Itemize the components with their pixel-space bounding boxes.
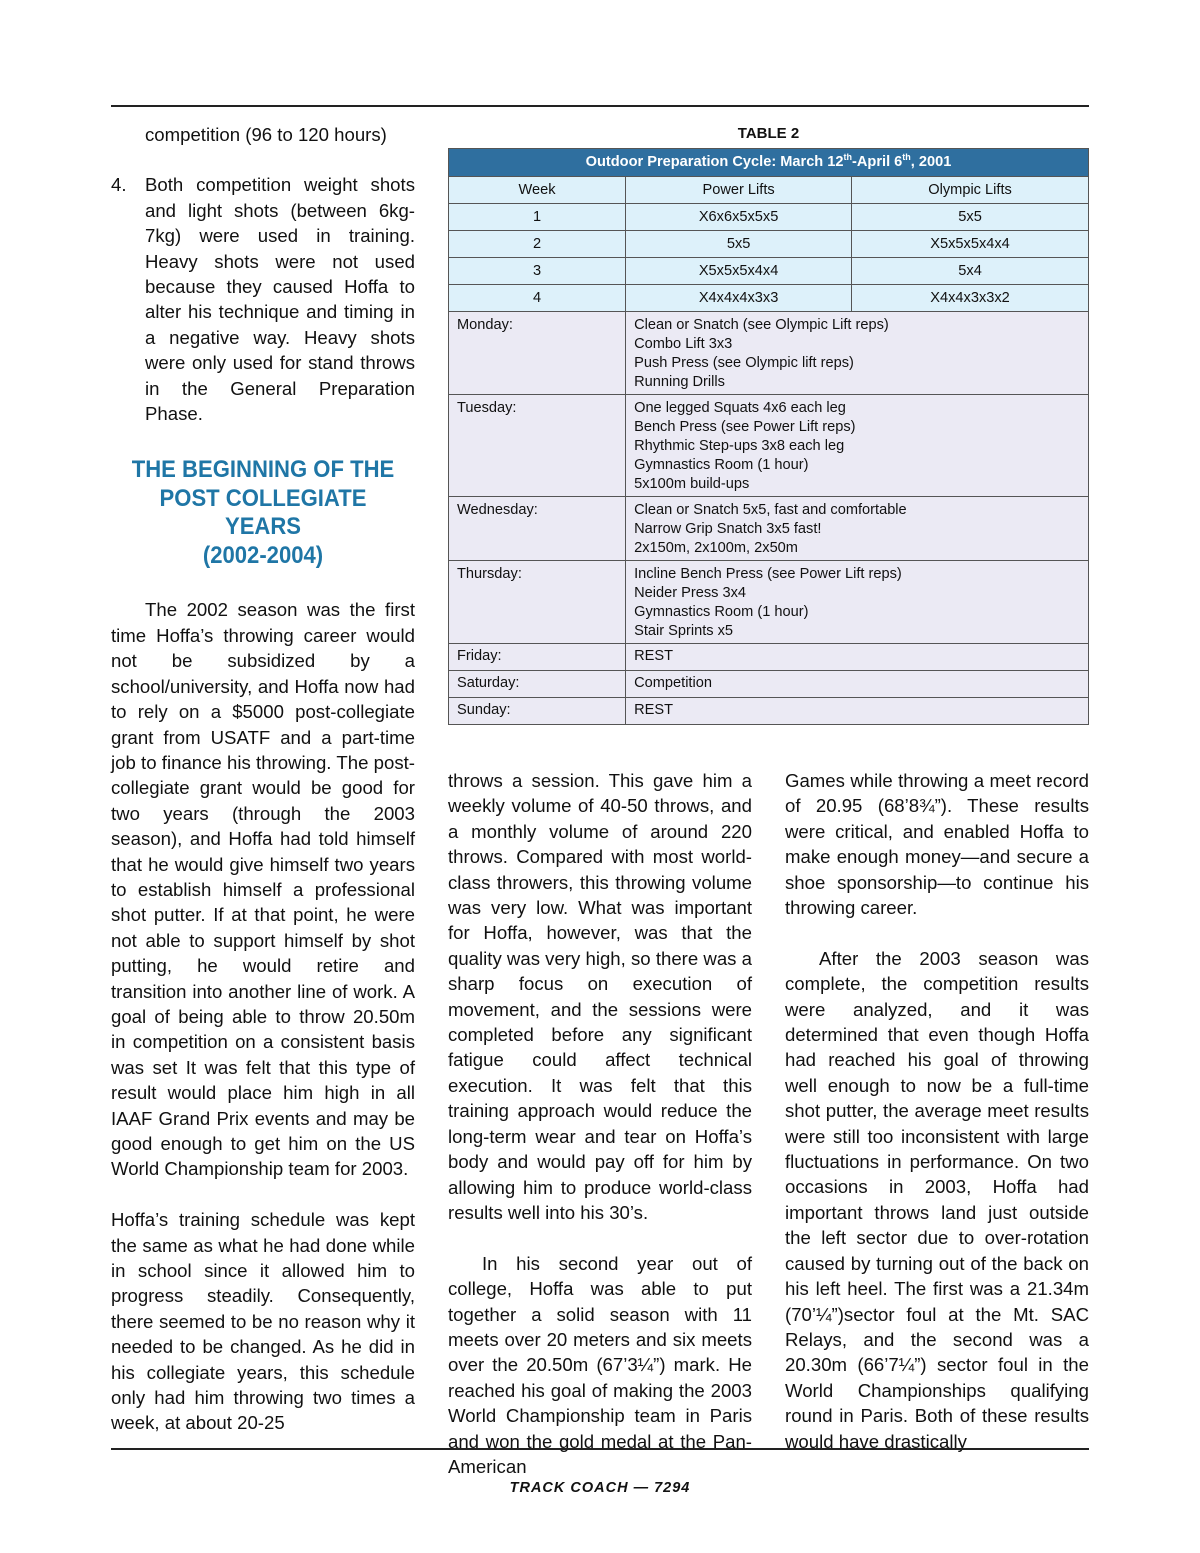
list-item-4 <box>111 172 415 426</box>
table-cell: 4 <box>449 285 626 312</box>
table-caption: TABLE 2 <box>737 125 800 142</box>
column-header: Week <box>449 177 626 204</box>
day-label: Thursday: <box>449 561 626 644</box>
day-label: Tuesday: <box>449 395 626 497</box>
table-cell: X5x5x5x4x4 <box>626 258 852 285</box>
table-header-row <box>449 177 1089 204</box>
text-column-1 <box>111 122 415 1436</box>
table-cell: 3 <box>449 258 626 285</box>
table-cell: 5x4 <box>852 258 1089 285</box>
day-row-thursday <box>449 561 1089 644</box>
paragraph: In his second year out of college, Hoffa was able to put together a solid season with 11 meets over 20 meters and six meets over the 20.50m (67’3¼”) mark. He reached his goal of making the 2003 World Championship team in Paris and won the gold medal at the Pan-American <box>448 1252 752 1477</box>
list-item-3-continuation: competition (96 to 120 hours) <box>145 124 387 145</box>
paragraph: Hoffa’s training schedule was kept the same as what he had done while in school since it allowed him to progress steadily. Consequently, there seemed to be no reason why it needed to be changed. As he did in his collegiate years, this schedule only had him throwing two times a week, at about 20-25 <box>111 1209 415 1434</box>
day-row-sunday <box>449 698 1089 725</box>
table-cell: 5x5 <box>626 231 852 258</box>
heading-line-1: THE BEGINNING OF THE <box>131 456 395 484</box>
paragraph: After the 2003 season was complete, the competition results were analyzed, and it was determined that even though Hoffa had reached his goal of throwing well enough to now be a full-time shot putter, the average meet results were still too inconsistent with large fluctuations in performance. On two occasions in 2003, Hoffa had important throws land just outside the left sector due to over-rotation caused by turning out of the back on his left heel. The first was a 21.34m (70’¼”)sector foul at the Mt. SAC Relays, and the second was a 20.30m (66’7¼”) sector foul in the World Championships qualifying round in Paris. Both of these results would have drastically <box>785 947 1089 1452</box>
day-label: Sunday: <box>449 698 626 725</box>
page-footer: TRACK COACH — 7294 <box>509 1480 691 1496</box>
day-row-tuesday <box>449 395 1089 497</box>
table-cell: X4x4x3x3x2 <box>852 285 1089 312</box>
table-cell: X4x4x4x3x3 <box>626 285 852 312</box>
table-cell: X5x5x5x4x4 <box>852 231 1089 258</box>
table-cell: 2 <box>449 231 626 258</box>
day-activities: Clean or Snatch 5x5, fast and comfortable Narrow Grip Snatch 3x5 fast! 2x150m, 2x100m, 2x50m <box>626 497 1089 561</box>
table-title: Outdoor Preparation Cycle: March 12th-April 6th, 2001 <box>449 149 1089 177</box>
day-row-friday <box>449 644 1089 671</box>
column-header: Olympic Lifts <box>852 177 1089 204</box>
paragraph: throws a session. This gave him a weekly volume of 40-50 throws, and a monthly volume of around 220 throws. Compared with most world-class throwers, this throwing volume was very low. What was important for Hoffa, however, was that the quality was very high, so there was a sharp focus on execution of movement, and the sessions were completed before any significant fatigue could affect technical execution. It was felt that this training approach would reduce the long-term wear and tear on Hoffa’s body and would pay off for him by allowing him to produce world-class results well into his 30’s. <box>448 770 752 1223</box>
table-cell: 5x5 <box>852 204 1089 231</box>
section-heading <box>111 456 415 570</box>
day-activities: One legged Squats 4x6 each leg Bench Press (see Power Lift reps) Rhythmic Step-ups 3x8 each leg Gymnastics Room (1 hour) 5x100m build-ups <box>626 395 1089 497</box>
text-column-3 <box>785 768 1089 1454</box>
day-activities: REST <box>626 644 1089 671</box>
paragraph: The 2002 season was the first time Hoffa’s throwing career would not be subsidized by a school/university, and Hoffa now had to rely on a $5000 post-collegiate grant from USATF and a part-time job to finance his throwing. The post-collegiate grant would be good for two years (through the 2003 season), and Hoffa had told himself that he would give himself two years to establish himself a professional shot putter. If at that point, he were not able to support himself by shot putting, he would retire and transition into another line of work. A goal of being able to throw 20.50m in competition on a consistent basis was set It was felt that this type of result would place him high in all IAAF Grand Prix events and may be good enough to get him on the US World Championship team for 2003. <box>111 599 415 1180</box>
list-item-text: Both competition weight shots and light shots (between 6kg-7kg) were used in training. Heavy shots were not used because they caused Hoffa to alter his technique and timing in a negative way. Heavy shots were only used for stand throws in the General Preparation Phase. <box>145 174 415 425</box>
day-activities: Competition <box>626 671 1089 698</box>
day-activities: Incline Bench Press (see Power Lift reps) Neider Press 3x4 Gymnastics Room (1 hour) Stair Sprints x5 <box>626 561 1089 644</box>
bottom-rule <box>111 1448 1089 1450</box>
top-rule <box>111 105 1089 107</box>
paragraph: Games while throwing a meet record of 20.95 (68’8¾”). These results were critical, and enabled Hoffa to make enough money—and secure a shoe sponsorship—to continue his throwing career. <box>785 770 1089 919</box>
day-row-wednesday <box>449 497 1089 561</box>
day-activities: REST <box>626 698 1089 725</box>
table-row <box>449 231 1089 258</box>
column-header: Power Lifts <box>626 177 852 204</box>
day-label: Friday: <box>449 644 626 671</box>
day-row-monday <box>449 312 1089 395</box>
table-row <box>449 204 1089 231</box>
text-column-2 <box>448 768 752 1479</box>
table-cell: X6x6x5x5x5 <box>626 204 852 231</box>
heading-line-3: (2002-2004) <box>202 541 324 569</box>
day-row-saturday <box>449 671 1089 698</box>
day-label: Wednesday: <box>449 497 626 561</box>
day-label: Monday: <box>449 312 626 395</box>
table-row <box>449 285 1089 312</box>
list-number: 4. <box>111 174 127 196</box>
day-label: Saturday: <box>449 671 626 698</box>
heading-line-2: POST COLLEGIATE YEARS <box>159 484 367 541</box>
training-table <box>448 148 1089 725</box>
table-cell: 1 <box>449 204 626 231</box>
table-row <box>449 258 1089 285</box>
day-activities: Clean or Snatch (see Olympic Lift reps) Combo Lift 3x3 Push Press (see Olympic lift reps) Running Drills <box>626 312 1089 395</box>
